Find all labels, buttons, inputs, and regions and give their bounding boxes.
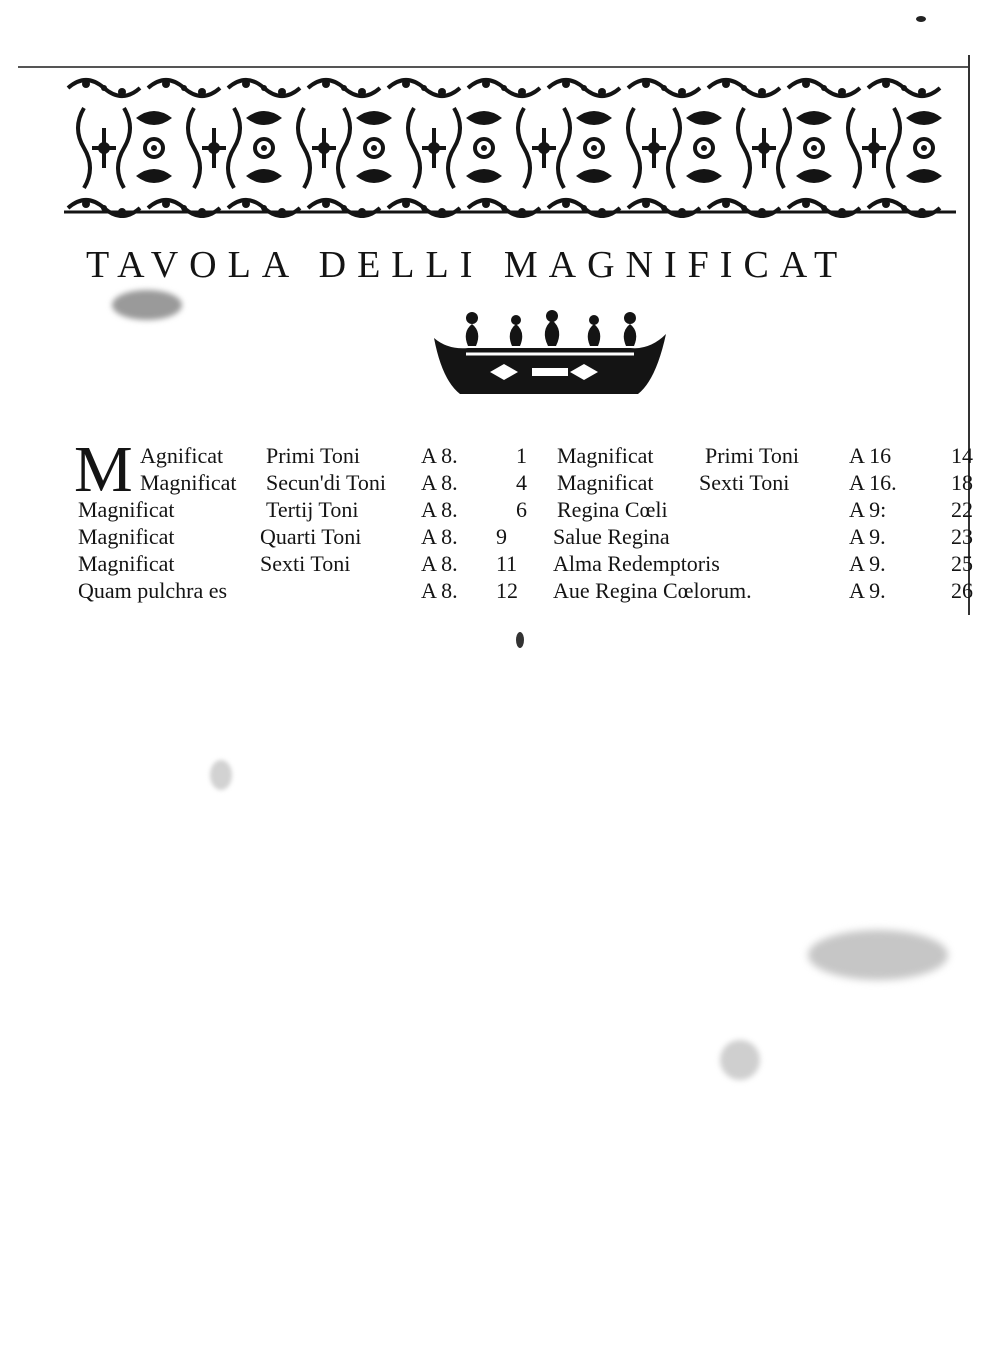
entry-tone: Tertij Toni: [266, 497, 359, 522]
entry-title: Alma Redemptoris: [553, 551, 720, 576]
entry-tone: Primi Toni: [705, 443, 800, 468]
entry-tone: Sexti Toni: [260, 551, 351, 576]
entry-page: 22: [951, 497, 973, 522]
toc-entry: [78, 496, 538, 523]
entry-voices: A 9.: [849, 578, 886, 603]
page-title: TAVOLA DELLI MAGNIFICAT: [86, 244, 849, 286]
drop-cap: M: [74, 433, 133, 506]
toc-right-column: [553, 442, 983, 604]
entry-voices: A 9.: [849, 524, 886, 549]
entry-title: Agnificat: [140, 443, 224, 468]
toc-entry: [553, 550, 983, 577]
entry-title: Magnificat: [78, 524, 175, 549]
entry-page: 18: [951, 470, 973, 495]
toc-entry: [553, 469, 983, 496]
entry-voices: A 8.: [421, 443, 458, 468]
ink-speck: [916, 16, 926, 22]
entry-page: 1: [516, 443, 527, 468]
entry-voices: A 16.: [849, 470, 897, 495]
entry-voices: A 8.: [421, 524, 458, 549]
entry-page: 14: [951, 443, 973, 468]
entry-title: Magnificat: [557, 470, 654, 495]
toc-entry: [78, 523, 538, 550]
toc-entry: [78, 550, 538, 577]
toc-entry: [553, 523, 983, 550]
toc-entry: [553, 577, 983, 604]
ink-speck: [808, 930, 948, 980]
entry-page: 9: [496, 524, 507, 549]
entry-tone: Quarti Toni: [260, 524, 362, 549]
entry-voices: A 8.: [421, 497, 458, 522]
entry-page: 23: [951, 524, 973, 549]
toc-entry: [78, 442, 538, 469]
entry-title: Magnificat: [78, 551, 175, 576]
toc-entry: [78, 469, 538, 496]
entry-page: 4: [516, 470, 527, 495]
entry-voices: A 9:: [849, 497, 887, 522]
entry-tone: Sexti Toni: [699, 470, 790, 495]
entry-page: 11: [496, 551, 518, 576]
entry-title: Magnificat: [140, 470, 237, 495]
ink-speck: [720, 1040, 760, 1080]
entry-page: 25: [951, 551, 973, 576]
ink-blot: [112, 290, 182, 320]
entry-voices: A 8.: [421, 551, 458, 576]
decorative-scroll-border: [64, 72, 956, 218]
top-rule: [18, 66, 970, 68]
ink-speck: [210, 760, 232, 790]
entry-page: 26: [951, 578, 973, 603]
entry-page: 6: [516, 497, 527, 522]
entry-voices: A 9.: [849, 551, 886, 576]
entry-page: 12: [496, 578, 518, 603]
entry-title: Salue Regina: [553, 524, 670, 549]
toc-entry: [553, 442, 983, 469]
toc-left-column: [78, 442, 538, 604]
entry-title: Magnificat: [78, 497, 175, 522]
entry-voices: A 8.: [421, 470, 458, 495]
crown-ornament: [420, 310, 680, 396]
entry-voices: A 16: [849, 443, 892, 468]
toc-entry: [553, 496, 983, 523]
entry-title: Aue Regina Cœlorum.: [553, 578, 752, 603]
entry-title: Magnificat: [557, 443, 654, 468]
entry-title: Regina Cœli: [557, 497, 668, 522]
entry-title: Quam pulchra es: [78, 578, 228, 603]
entry-tone: Secun'di Toni: [266, 470, 386, 495]
entry-tone: Primi Toni: [266, 443, 361, 468]
toc-entry: [78, 577, 538, 604]
entry-voices: A 8.: [421, 578, 458, 603]
ink-speck: [516, 632, 524, 648]
